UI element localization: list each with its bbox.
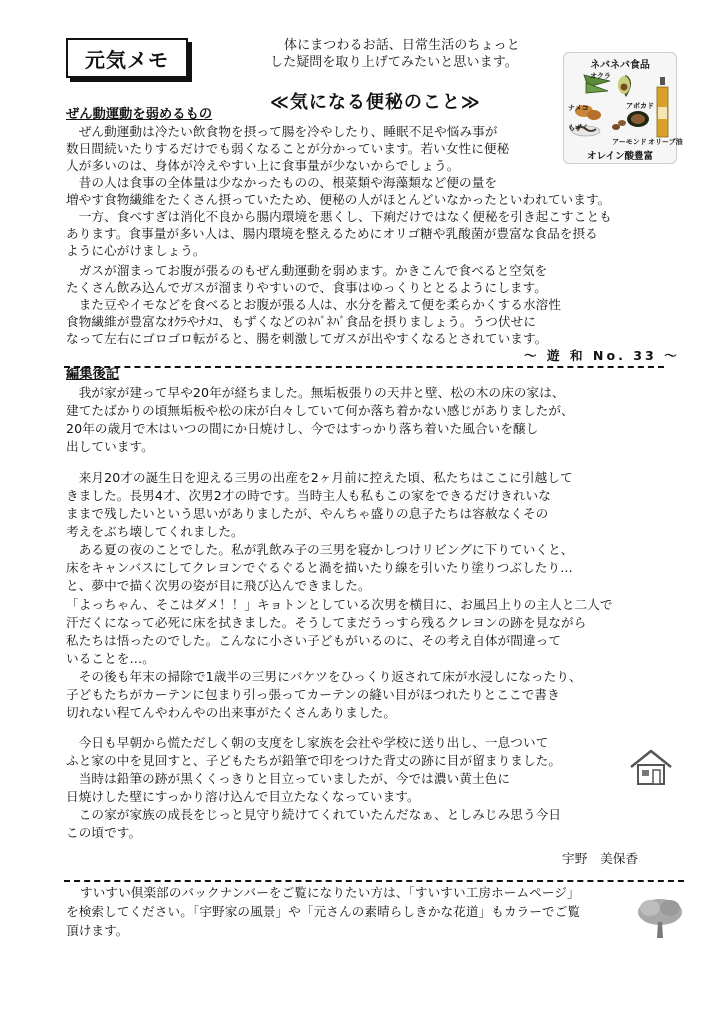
footer-divider xyxy=(64,880,684,882)
article-line: ガスが溜まってお腹が張るのもぜん動運動を弱めます。かきこんで食べると空気を xyxy=(66,263,548,278)
afterword-line: きました。長男4才、次男2才の時です。当時主人も私もこの家をできるだけきれいな xyxy=(66,488,551,503)
afterword-author: 宇野 美保香 xyxy=(562,851,639,866)
article-line: 人が多いのは、身体が冷えやすい上に食事量が少ないからでしょう。 xyxy=(66,158,460,173)
footer-line: すいすい倶楽部のバックナンバーをご覧になりたい方は、「すいすい工房ホームページ」 xyxy=(80,885,580,900)
food-illustration xyxy=(563,52,683,164)
afterword-line: 床をキャンバスにしてクレヨンでぐるぐると渦を描いたり線を引いたり塗りつぶしたり… xyxy=(66,560,573,575)
article-line: 数日間続いたりするだけでも弱くなることが分かっています。若い女性に便秘 xyxy=(66,141,510,156)
afterword-line: この頃です。 xyxy=(66,825,142,840)
memo-title: 元気メモ xyxy=(85,47,169,72)
afterword-line: いることを…。 xyxy=(66,651,155,666)
article-line: たくさん飲み込んでガスが溜まりやすいので、食事はゆっくりととるようにします。 xyxy=(66,280,547,295)
oil-bottle-icon xyxy=(657,77,668,137)
memo-title-box xyxy=(66,38,188,78)
article-line: 一方、食べすぎは消化不良から腸内環境を悪くし、下痢だけではなく便秘を引き起こすことも xyxy=(66,209,612,224)
food-label-avocado: アボカド xyxy=(626,102,654,110)
food-illustration-footer: オレイン酸豊富 xyxy=(586,151,654,162)
food-label-almond: アーモンド xyxy=(612,138,647,146)
almond-icon xyxy=(612,111,649,130)
article-heading: ≪気になる便秘のこと≫ xyxy=(270,92,481,113)
afterword-line: 切れない程てんやわんやの出来事がたくさんありました。 xyxy=(66,705,397,720)
article-line: 昔の人は食事の全体量は少なかったものの、根菜類や海藻類など便の量を xyxy=(66,175,498,190)
afterword-line: ふと家の中を見回すと、子どもたちが鉛筆で印をつけた背丈の跡に目が留まりました。 xyxy=(66,753,562,768)
intro-line-1: 体にまつわるお話、日常生活のちょっと xyxy=(284,38,520,53)
article-line: なって左右にゴロゴロ転がると、腸を刺激してガスが出やすくなるとされています。 xyxy=(66,331,548,346)
afterword-line: ままで残したいという思いがありましたが、やんちゃ盛りの息子たちは容赦なくその xyxy=(66,506,549,521)
afterword-subheading: 編集後記 xyxy=(66,367,120,382)
afterword-line: 出しています。 xyxy=(66,439,154,454)
afterword-line: 20年の歳月で木はいつの間にか日焼けし、今ではすっかり落ち着いた風合いを醸し xyxy=(66,421,539,436)
tree-icon xyxy=(634,896,686,942)
afterword-line: 日焼けした壁にすっかり溶け込んで目立たなくなっています。 xyxy=(66,789,420,804)
article-subheading: ぜん動運動を弱めるもの xyxy=(66,107,213,122)
avocado-icon xyxy=(618,75,631,97)
afterword-line: 建てたばかりの頃無垢板や松の床が白々していて何か落ち着かない感じがありましたが、 xyxy=(66,403,574,418)
article-signature: ～ 遊 和 No. 33 ～ xyxy=(524,348,680,363)
food-label-okra: オクラ xyxy=(590,72,611,80)
afterword-line: 来月20才の誕生日を迎える三男の出産を2ヶ月前に控えた頃、私たちはここに引越して xyxy=(66,470,573,485)
food-illustration-title: ネバネバ食品 xyxy=(590,60,650,71)
afterword-line: 「よっちゃん、そこはダメ！！」キョトンとしている次男を横目に、お風呂上りの主人と二人で xyxy=(66,597,613,612)
footer-line: を検索してください。「宇野家の風景」や「元さんの素晴らしきかな花道」もカラーでご覧 xyxy=(66,904,581,919)
food-label-nameko: ナメコ xyxy=(568,104,589,112)
article-line: ぜん動運動は冷たい飲食物を摂って腸を冷やしたり、睡眠不足や悩み事が xyxy=(66,124,498,139)
article-line: 食物繊維が豊富なｵｸﾗやﾅﾒｺ、もずくなどのﾈﾊﾞﾈﾊﾞ食品を摂りましょう。うつ伏せに xyxy=(66,314,537,329)
afterword-line: 今日も早朝から慌ただしく朝の支度をし家族を会社や学校に送り出し、一息ついて xyxy=(66,735,549,750)
afterword-line: 考えをぶち壊してくれました。 xyxy=(66,524,244,539)
food-label-mozuku: もずく xyxy=(568,124,589,132)
article-line: ように心がけましょう。 xyxy=(66,243,206,258)
afterword-line: 子どもたちがカーテンに包まり引っ張ってカーテンの縫い目がほつれたりとここで書き xyxy=(66,687,560,702)
afterword-line: 当時は鉛筆の跡が黒くくっきりと目立っていましたが、今では濃い黄土色に xyxy=(66,771,511,786)
afterword-line: と、夢中で描く次男の姿が目に飛び込んできました。 xyxy=(66,578,371,593)
afterword-line: 私たちは悟ったのでした。こんなに小さい子どもがいるのに、その考え自体が間違って xyxy=(66,633,562,648)
article-line: あります。食事量が多い人は、腸内環境を整えるためにオリゴ糖や乳酸菌が豊富な食品を摂る xyxy=(66,226,598,241)
afterword-line: 我が家が建って早や20年が経ちました。無垢板張りの天井と壁、松の木の床の家は、 xyxy=(66,385,565,400)
section-divider xyxy=(64,366,664,368)
afterword-line: 汗だくになって必死に床を拭きました。そうしてまだうっすら残るクレヨンの跡を見ながら xyxy=(66,615,587,630)
article-line: また豆やイモなどを食べるとお腹が張る人は、水分を蓄えて便を柔らかくする水溶性 xyxy=(66,297,562,312)
food-label-olive-oil: オリーブ油 xyxy=(648,138,683,146)
afterword-line: ある夏の夜のことでした。私が乳飲み子の三男を寝かしつけリビングに下りていくと、 xyxy=(66,542,574,557)
afterword-line: その後も年末の掃除で1歳半の三男にバケツをひっくり返されて床が水浸しになったり、 xyxy=(66,669,582,684)
article-line: 増やす食物繊維をたくさん摂っていたため、便秘の人がほとんどいなかったといわれています。 xyxy=(66,192,611,207)
intro-line-2: した疑問を取り上げてみたいと思います。 xyxy=(270,55,518,70)
house-icon xyxy=(628,748,674,788)
afterword-line: この家が家族の成長をじっと見守り続けてくれていたんだなぁ、としみじみ思う今日 xyxy=(66,807,562,822)
footer-line: 頂けます。 xyxy=(66,923,129,938)
